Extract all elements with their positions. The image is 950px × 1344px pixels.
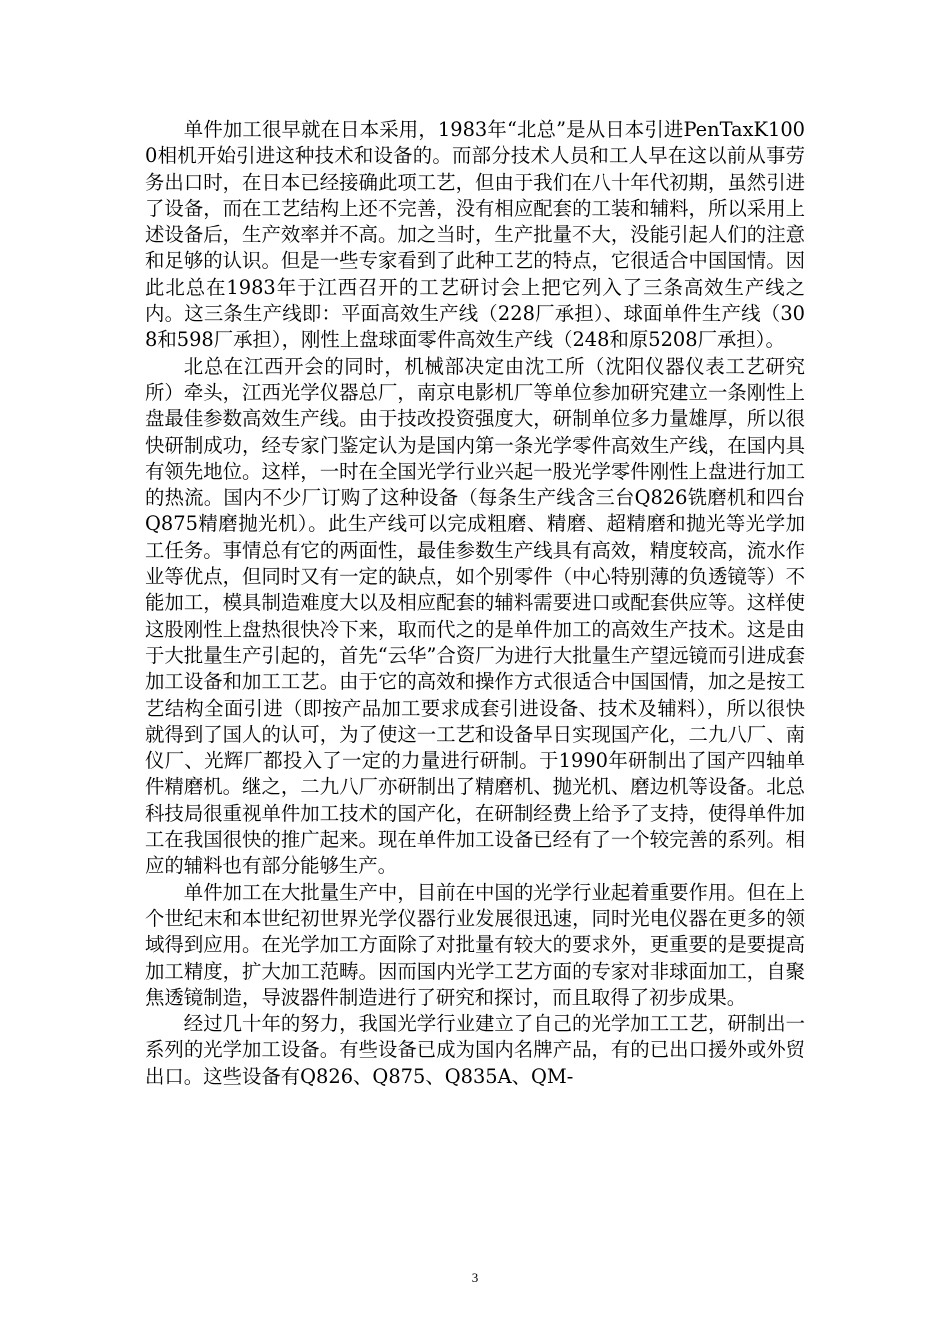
paragraph-1: 单件加工很早就在日本采用，1983年“北总”是从日本引进PenTaxK1000相机开始引进这种技术和设备的。而部分技术人员和工人早在这以前从事劳务出口时，在日本已经接确此项工艺，但由于我们在八十年代初期，虽然引进了设备，而在工艺结构上还不完善，没有相应配套的工装和辅料，所以采用上述设备后，生产效率并不高。加之当时，生产批量不大，没能引起人们的注意和足够的认识。但是一些专家看到了此种工艺的特点，它很适合中国国情。因此北总在1983年于江西召开的工艺研讨会上把它列入了三条高效生产线之内。这三条生产线即：平面高效生产线（228厂承担）、球面单件生产线（308和598厂承担），刚性上盘球面零件高效生产线（248和原5208厂承担）。 [145,118,805,352]
page-number: 3 [471,1270,479,1285]
paragraph-2: 北总在江西开会的同时，机械部决定由沈工所（沈阳仪器仪表工艺研究所）牵头，江西光学仪器总厂，南京电影机厂等单位参加研究建立一条刚性上盘最佳参数高效生产线。由于技改投资强度大，研制单位多力量雄厚，所以很快研制成功，经专家门鉴定认为是国内第一条光学零件高效生产线，在国内具有领先地位。这样，一时在全国光学行业兴起一股光学零件刚性上盘进行加工的热流。国内不少厂订购了这种设备（每条生产线含三台Q826铣磨机和四台Q875精磨抛光机）。此生产线可以完成粗磨、精磨、超精磨和抛光等光学加工任务。事情总有它的两面性，最佳参数生产线具有高效，精度较高，流水作业等优点，但同时又有一定的缺点，如个别零件（中心特别薄的负透镜等）不能加工，模具制造难度大以及相应配套的辅料需要进口或配套供应等。这样使这股刚性上盘热很快冷下来，取而代之的是单件加工的高效生产技术。这是由于大批量生产引起的，首先“云华”合资厂为进行大批量生产望远镜而引进成套加工设备和加工工艺。由于它的高效和操作方式很适合中国国情，加之是按工艺结构全面引进（即按产品加工要求成套引进设备、技术及辅料），所以很快就得到了国人的认可，为了使这一工艺和设备早日实现国产化，二九八厂、南仪厂、光辉厂都投入了一定的力量进行研制。于1990年研制出了国产四轴单件精磨机。继之，二九八厂亦研制出了精磨机、抛光机、磨边机等设备。北总科技局很重视单件加工技术的国产化，在研制经费上给予了支持，使得单件加工在我国很快的推广起来。现在单件加工设备已经有了一个较完善的系列。相应的辅料也有部分能够生产。 [145,354,805,878]
document-body [145,117,805,1090]
paragraph-3: 单件加工在大批量生产中，目前在中国的光学行业起着重要作用。但在上个世纪末和本世纪初世界光学仪器行业发展很迅速，同时光电仪器在更多的领域得到应用。在光学加工方面除了对批量有较大的要求外，更重要的是要提高加工精度，扩大加工范畴。因而国内光学工艺方面的专家对非球面加工，自聚焦透镜制造，导波器件制造进行了研究和探讨，而且取得了初步成果。 [145,880,805,1009]
paragraph-4: 经过几十年的努力，我国光学行业建立了自己的光学加工工艺，研制出一系列的光学加工设备。有些设备已成为国内名牌产品，有的已出口援外或外贸出口。这些设备有Q826、Q875、Q835A、QM- [145,1012,805,1088]
